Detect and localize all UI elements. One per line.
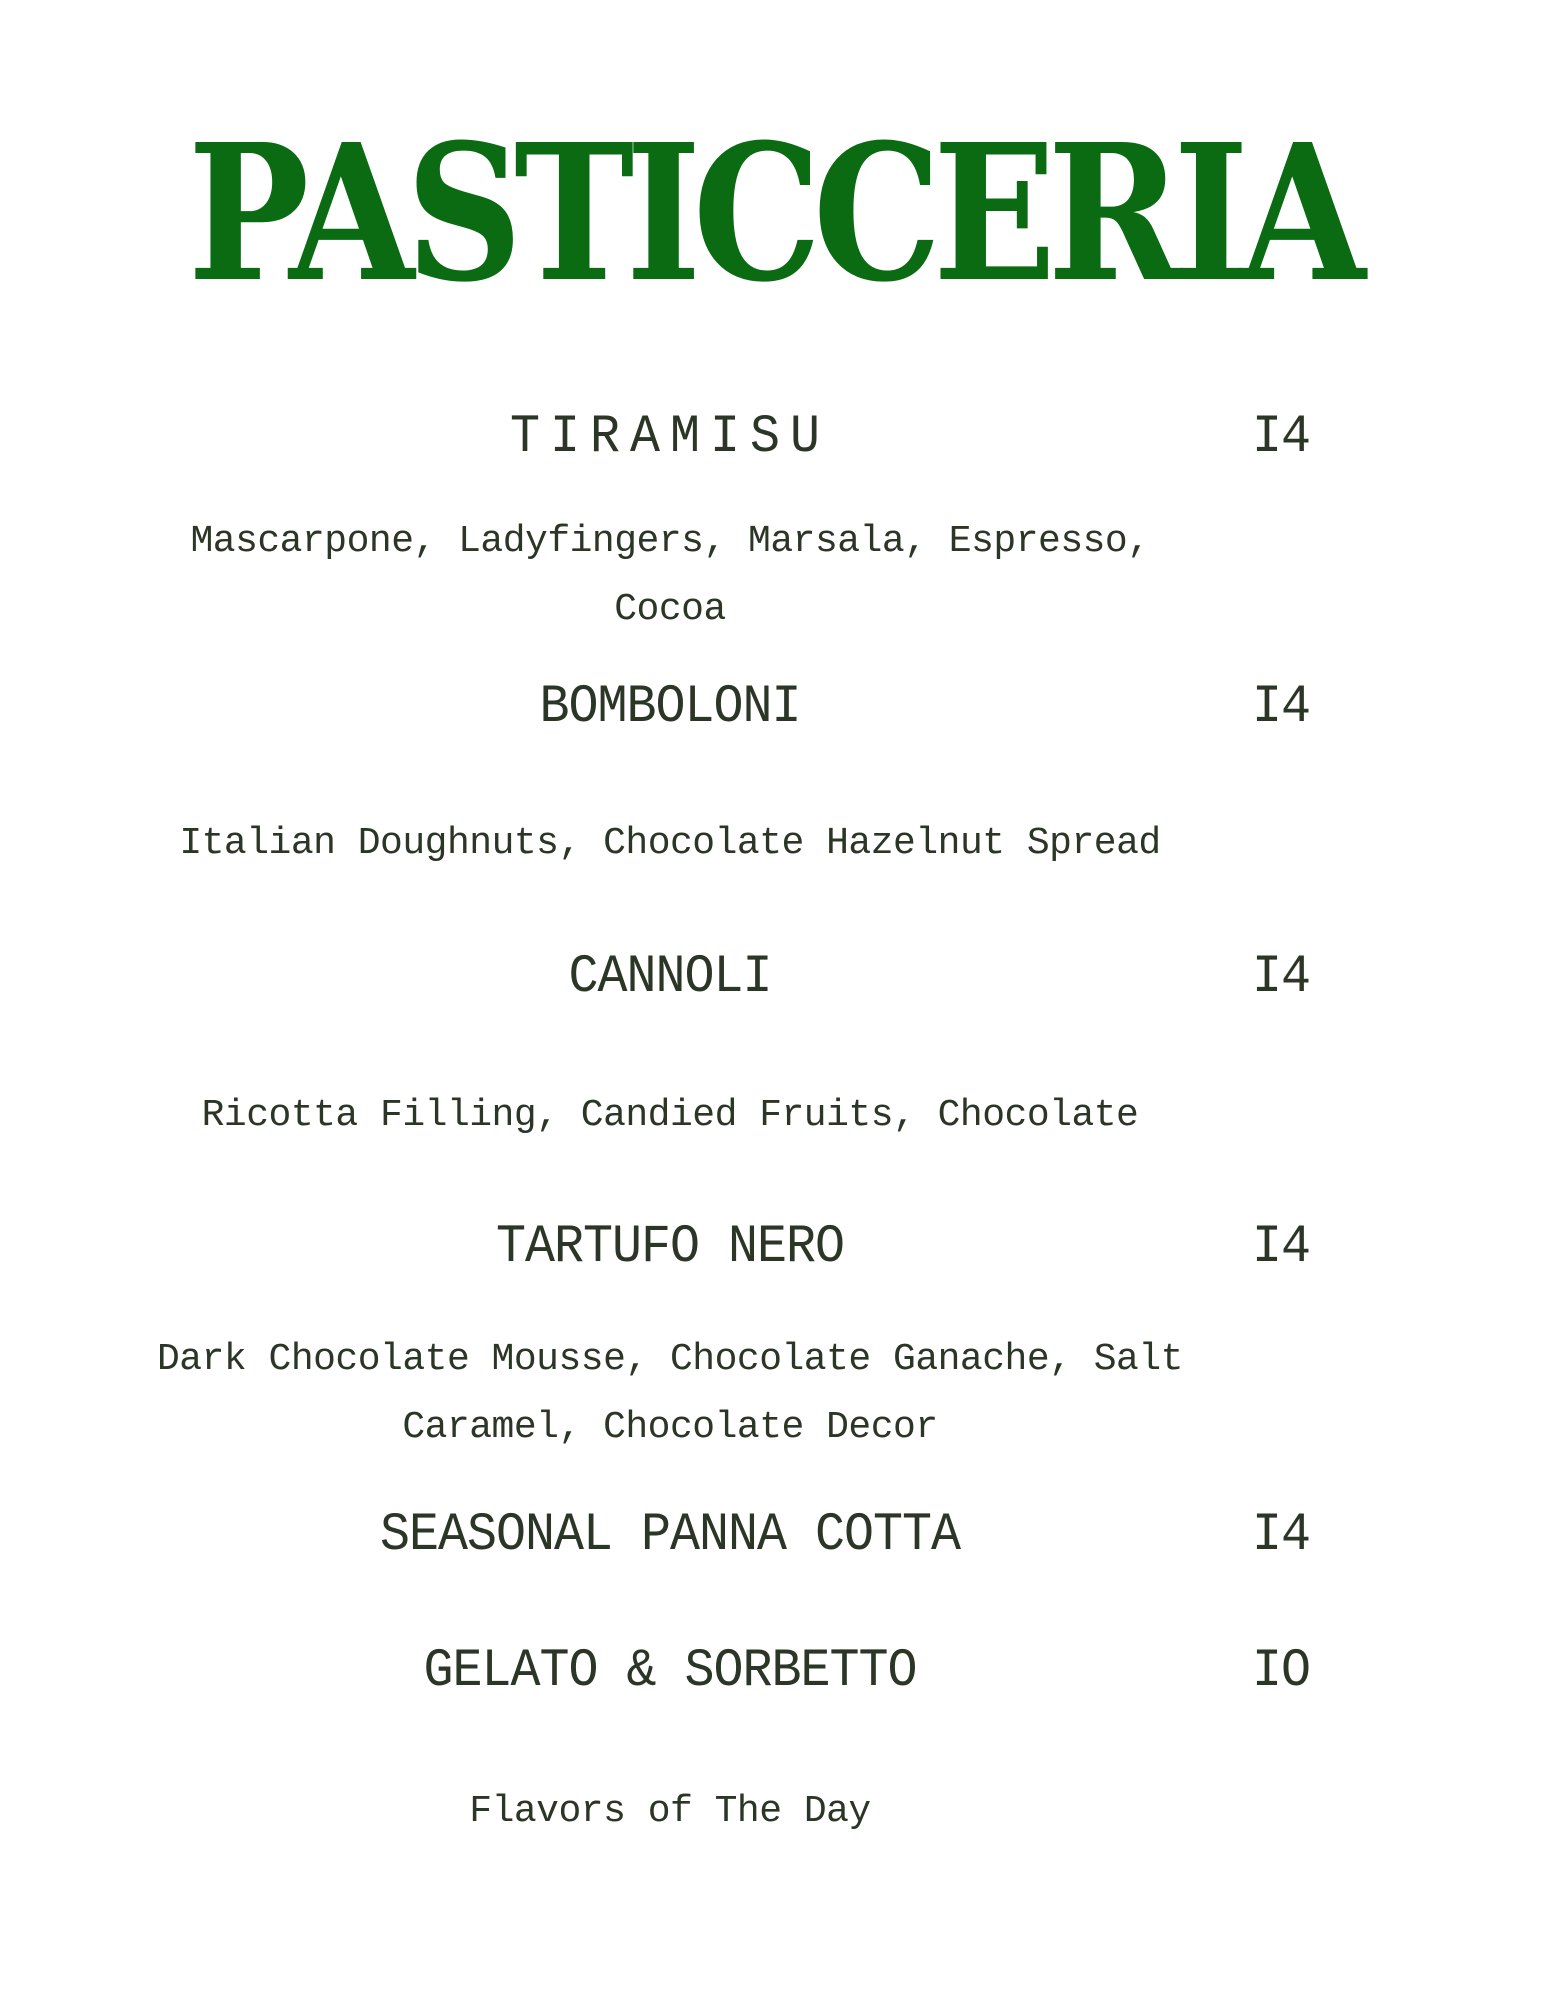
description-line: Dark Chocolate Mousse, Chocolate Ganache, Salt bbox=[157, 1338, 1183, 1381]
description-line: Mascarpone, Ladyfingers, Marsala, Espresso, bbox=[190, 520, 1150, 563]
item-description-tiramisu bbox=[120, 508, 1220, 644]
menu-title: PASTICCERIA bbox=[187, 103, 1358, 324]
item-price-bomboloni: I4 bbox=[1251, 676, 1310, 739]
item-name-tiramisu: TIRAMISU bbox=[509, 406, 831, 469]
item-description-gelato-sorbetto bbox=[120, 1778, 1220, 1846]
description-line: Cocoa bbox=[614, 588, 726, 631]
item-name-tartufo-nero: TARTUFO NERO bbox=[495, 1216, 845, 1279]
item-price-tiramisu: I4 bbox=[1251, 406, 1310, 469]
description-line: Ricotta Filling, Candied Fruits, Chocolate bbox=[201, 1094, 1139, 1137]
item-description-tartufo-nero bbox=[120, 1326, 1220, 1462]
item-price-tartufo-nero: I4 bbox=[1251, 1216, 1310, 1279]
item-price-cannoli: I4 bbox=[1251, 946, 1310, 1009]
item-price-gelato-sorbetto: IO bbox=[1251, 1640, 1310, 1703]
item-name-gelato-sorbetto: GELATO & SORBETTO bbox=[423, 1640, 917, 1703]
item-description-cannoli bbox=[120, 1082, 1220, 1150]
description-line: Flavors of The Day bbox=[469, 1790, 871, 1833]
item-name-seasonal-panna-cotta: SEASONAL PANNA COTTA bbox=[379, 1504, 961, 1567]
item-name-bomboloni: BOMBOLONI bbox=[539, 676, 801, 739]
item-price-seasonal-panna-cotta: I4 bbox=[1251, 1504, 1310, 1567]
item-description-bomboloni bbox=[120, 810, 1220, 878]
item-name-cannoli: CANNOLI bbox=[568, 946, 772, 1009]
description-line: Caramel, Chocolate Decor bbox=[402, 1406, 938, 1449]
description-line: Italian Doughnuts, Chocolate Hazelnut Spread bbox=[179, 822, 1161, 865]
